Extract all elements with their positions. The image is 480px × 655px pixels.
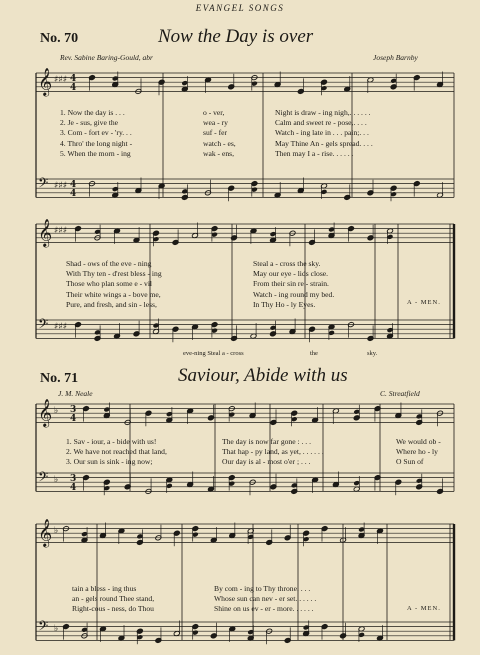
lyric-line: Our day is al - most o'er ; . . . bbox=[222, 457, 311, 467]
bass-clef-icon: 𝄢 bbox=[38, 618, 49, 637]
hymn-author: J. M. Neale bbox=[58, 389, 93, 398]
page-header: EVANGEL SONGS bbox=[195, 3, 285, 13]
lyric-line: With Thy ten - d'rest bless - ing bbox=[66, 269, 162, 279]
key-signature: ♭ bbox=[54, 406, 59, 416]
lyric-line: watch - es, bbox=[203, 138, 236, 148]
time-signature: 4 bbox=[70, 483, 77, 493]
treble-clef-icon: 𝄞 bbox=[38, 518, 53, 547]
amen-label: A - MEN. bbox=[407, 299, 441, 306]
lyric-line: By com - ing to Thy throne. . . . bbox=[214, 584, 311, 593]
treble-clef-icon: 𝄞 bbox=[38, 67, 53, 96]
bass-clef-icon: 𝄢 bbox=[38, 175, 49, 194]
lyric-line: Their white wings a - bove me, bbox=[66, 289, 161, 299]
lyric-line: Shine on us ev - er - more. . . . . . bbox=[214, 604, 314, 614]
hymn-number: No. 71 bbox=[40, 371, 79, 386]
lyric-line: Whose sun can nev - er set. . . . . . bbox=[214, 594, 317, 604]
bass-word: the bbox=[310, 350, 318, 357]
treble-clef-icon: 𝄞 bbox=[38, 218, 53, 247]
hymn-title: Now the Day is over bbox=[158, 26, 314, 47]
key-signature: ♯♯♯ bbox=[54, 322, 68, 332]
lyric-line: suf - fer bbox=[203, 128, 228, 138]
lyric-line: May our eye - lids close. bbox=[253, 269, 329, 279]
lyric-line: wak - ens, bbox=[203, 148, 234, 158]
lyric-line: 4. Thro' the long night - bbox=[60, 138, 133, 148]
lyric-line: Where ho - ly bbox=[396, 447, 438, 457]
hymn-author: Rev. Sabine Baring-Gould, abr bbox=[60, 53, 153, 62]
lyric-line: Pure, and fresh, and sin - less, bbox=[66, 299, 157, 309]
lyric-line: Then may I a - rise. . . . . . bbox=[275, 148, 354, 158]
key-signature: ♭ bbox=[54, 475, 59, 485]
hymn-composer: C. Streatfield bbox=[380, 389, 420, 398]
lyric-line: May Thine An - gels spread. . . . bbox=[275, 138, 373, 148]
bass-clef-icon: 𝄢 bbox=[38, 469, 49, 488]
lyric-line: In Thy Ho - ly Eyes. bbox=[253, 299, 316, 309]
lyric-line: Steal a - cross the sky. bbox=[253, 259, 321, 268]
lyric-line: tain a bless - ing thus bbox=[72, 584, 137, 593]
lyric-line: That hap - py land, as yet, . . . . . . bbox=[222, 447, 324, 457]
lyric-line: an - gels round Thee stand, bbox=[72, 594, 155, 604]
treble-clef-icon: 𝄞 bbox=[38, 398, 53, 427]
hymn-number: No. 70 bbox=[40, 31, 79, 46]
hymn-title: Saviour, Abide with us bbox=[178, 365, 348, 386]
lyric-line: Watch - ing round my bed. bbox=[253, 289, 335, 299]
lyric-line: Shad - ows of the eve - ning bbox=[66, 259, 152, 268]
time-signature: 4 bbox=[70, 189, 77, 199]
lyric-line: From their sin re - strain. bbox=[253, 279, 329, 289]
time-signature: 4 bbox=[70, 414, 77, 424]
amen-label: A - MEN. bbox=[407, 605, 441, 612]
lyric-line: The day is now far gone : . . . bbox=[222, 437, 311, 446]
lyric-line: 3. Our sun is sink - ing now; bbox=[66, 457, 153, 467]
key-signature: ♯♯♯ bbox=[54, 181, 68, 191]
time-signature: 4 bbox=[70, 74, 77, 84]
hymn-composer: Joseph Barnby bbox=[373, 53, 418, 62]
bass-word: eve-ning Steal a - cross bbox=[183, 350, 244, 357]
lyric-line: We would ob - bbox=[396, 437, 441, 446]
time-signature: 4 bbox=[70, 83, 77, 93]
key-signature: ♯♯♯ bbox=[54, 75, 68, 85]
lyric-line: Those who plan some e - vil bbox=[66, 279, 153, 289]
key-signature: ♯♯♯ bbox=[54, 226, 68, 236]
bass-word: sky. bbox=[367, 350, 378, 357]
lyric-line: Watch - ing late in . . . pain;. . . bbox=[275, 128, 369, 138]
lyric-line: 1. Now the day is . . . bbox=[60, 108, 125, 117]
time-signature: 4 bbox=[70, 180, 77, 190]
lyric-line: 5. When the morn - ing bbox=[60, 148, 131, 158]
lyric-line: 1. Sav - iour, a - bide with us! bbox=[66, 437, 157, 446]
lyric-line: o - ver, bbox=[203, 108, 225, 117]
bass-clef-icon: 𝄢 bbox=[38, 316, 49, 335]
lyric-line: wea - ry bbox=[203, 118, 228, 128]
lyric-line: 3. Com - fort ev - 'ry. . . bbox=[60, 128, 132, 138]
lyric-line: 2. Je - sus, give the bbox=[60, 118, 118, 128]
time-signature: 3 bbox=[70, 474, 77, 484]
time-signature: 3 bbox=[70, 405, 77, 415]
lyric-line: 2. We have not reached that land, bbox=[66, 447, 167, 457]
lyric-line: Right-cous - ness, do Thou bbox=[72, 604, 154, 614]
key-signature: ♭ bbox=[54, 526, 59, 536]
lyric-line: O Sun of bbox=[396, 457, 424, 467]
lyric-line: Night is draw - ing nigh,. . . . . . bbox=[275, 108, 371, 117]
key-signature: ♭ bbox=[54, 624, 59, 634]
lyric-line: Calm and sweet re - pose,. . . . bbox=[275, 118, 367, 128]
